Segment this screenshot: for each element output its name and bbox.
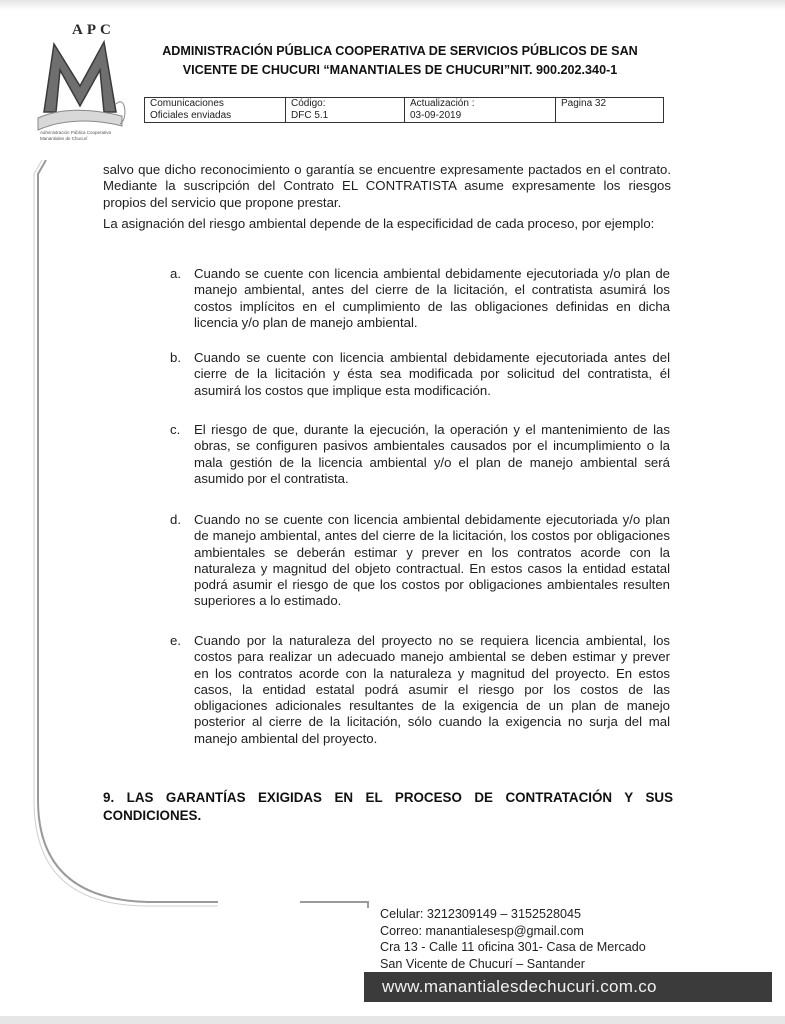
list-item-a [170, 266, 670, 331]
scan-bottom-shadow [0, 1016, 785, 1024]
org-title-line1: ADMINISTRACIÓN PÚBLICA COOPERATIVA DE SERVICIOS PÚBLICOS DE SAN [162, 44, 638, 58]
section-line2: Oficiales enviadas [150, 110, 232, 121]
website-link[interactable]: www.manantialesdechucuri.com.co [382, 977, 657, 996]
apc-logo [30, 22, 130, 162]
paragraph-1: salvo que dicho reconocimiento o garantía se encuentre expresamente pactados en el contrato. Mediante la suscripción del Contrato EL CONTRATISTA asume expresamente los riesgos propios del servicio que propone prestar. [103, 162, 671, 210]
org-title-line2: VICENTE DE CHUCURI “MANANTIALES DE CHUCURI”NIT. 900.202.340-1 [182, 63, 618, 77]
code-cell [286, 98, 405, 123]
organization-title [140, 42, 660, 80]
update-cell [405, 98, 556, 123]
scan-top-shadow [0, 0, 785, 10]
website-bar [364, 972, 772, 1002]
list-item-e [170, 633, 670, 747]
footer-phone: Celular: 3212309149 – 3152528045 [380, 907, 581, 921]
paragraph-2: La asignación del riesgo ambiental depende de la especificidad de cada proceso, por ejemplo: [103, 216, 655, 231]
section-heading-9: 9. LAS GARANTÍAS EXIGIDAS EN EL PROCESO DE CONTRATACIÓN Y SUS CONDICIONES. [103, 790, 673, 823]
footer-city: San Vicente de Chucurí – Santander [380, 956, 585, 971]
list-text-c: El riesgo de que, durante la ejecución, la operación y el mantenimiento de las obras, se configuren pasivos ambientales causados por el incumplimiento o la mala gestión de la licencia ambiental y/o el plan de manejo ambiental será asumido por el contratista. [194, 422, 670, 486]
code-value: DFC 5.1 [291, 110, 329, 121]
list-item-c [170, 422, 670, 487]
section-cell [145, 98, 286, 123]
update-value: 03-09-2019 [410, 110, 462, 121]
page-number: Pagina 32 [561, 98, 607, 109]
list-marker-a: a. [170, 266, 181, 281]
list-marker-b: b. [170, 350, 181, 365]
footer-contact [380, 906, 646, 972]
list-marker-c: c. [170, 422, 181, 437]
logo-m-mark-icon [30, 34, 130, 134]
list-item-d [170, 512, 670, 610]
footer-address: Cra 13 - Calle 11 oficina 301- Casa de Mercado [380, 940, 646, 954]
list-marker-d: d. [170, 512, 181, 527]
logo-caption: Administración Pública Cooperativa Manantiales de Chucurí [40, 130, 112, 141]
logo-acronym: APC [72, 22, 115, 38]
document-control-table [144, 97, 664, 123]
list-marker-e: e. [170, 633, 181, 648]
page-cell [556, 98, 664, 123]
list-text-a: Cuando se cuente con licencia ambiental debidamente ejecutoriada y/o plan de manejo ambiental, antes del cierre de la licitación, el contratista asumirá los costos implícitos en el cumplimiento de las obligaciones definidas en dicha licencia y/o plan de manejo ambiental. [194, 266, 670, 330]
code-label: Código: [291, 98, 326, 109]
list-item-b [170, 350, 670, 399]
list-text-e: Cuando por la naturaleza del proyecto no se requiera licencia ambiental, los costos para realizar un adecuado manejo ambiental se deben estimar y prever en los contratos acorde con la naturaleza y magnitud del proyecto. En estos casos, la entidad estatal podrá asumir el riesgo por los costos de las obligaciones adicionales resultantes de la exigencia de un plan de manejo posterior al cierre de la licitación, sólo cuando la exigencia no surja del mal manejo ambiental del proyecto. [194, 633, 670, 746]
update-label: Actualización : [410, 98, 475, 109]
list-text-d: Cuando no se cuente con licencia ambiental debidamente ejecutoriada y/o plan de manejo ambiental, antes del cierre de la licitación, los costos por obligaciones ambientales se deberán estimar y prever en los contratos acorde con la naturaleza y magnitud del objeto contractual. En estos casos la entidad estatal podrá asumir el riesgo de que los costos por obligaciones ambientales resulten superiores a lo estimado. [194, 512, 670, 609]
list-text-b: Cuando se cuente con licencia ambiental debidamente ejecutoriada antes del cierre de la licitación y ésta sea modificada por solicitud del contratista, él asumirá los costos que implique esta modificación. [194, 350, 670, 398]
section-line1: Comunicaciones [150, 98, 224, 109]
footer-email: Correo: manantialesesp@gmail.com [380, 923, 584, 938]
